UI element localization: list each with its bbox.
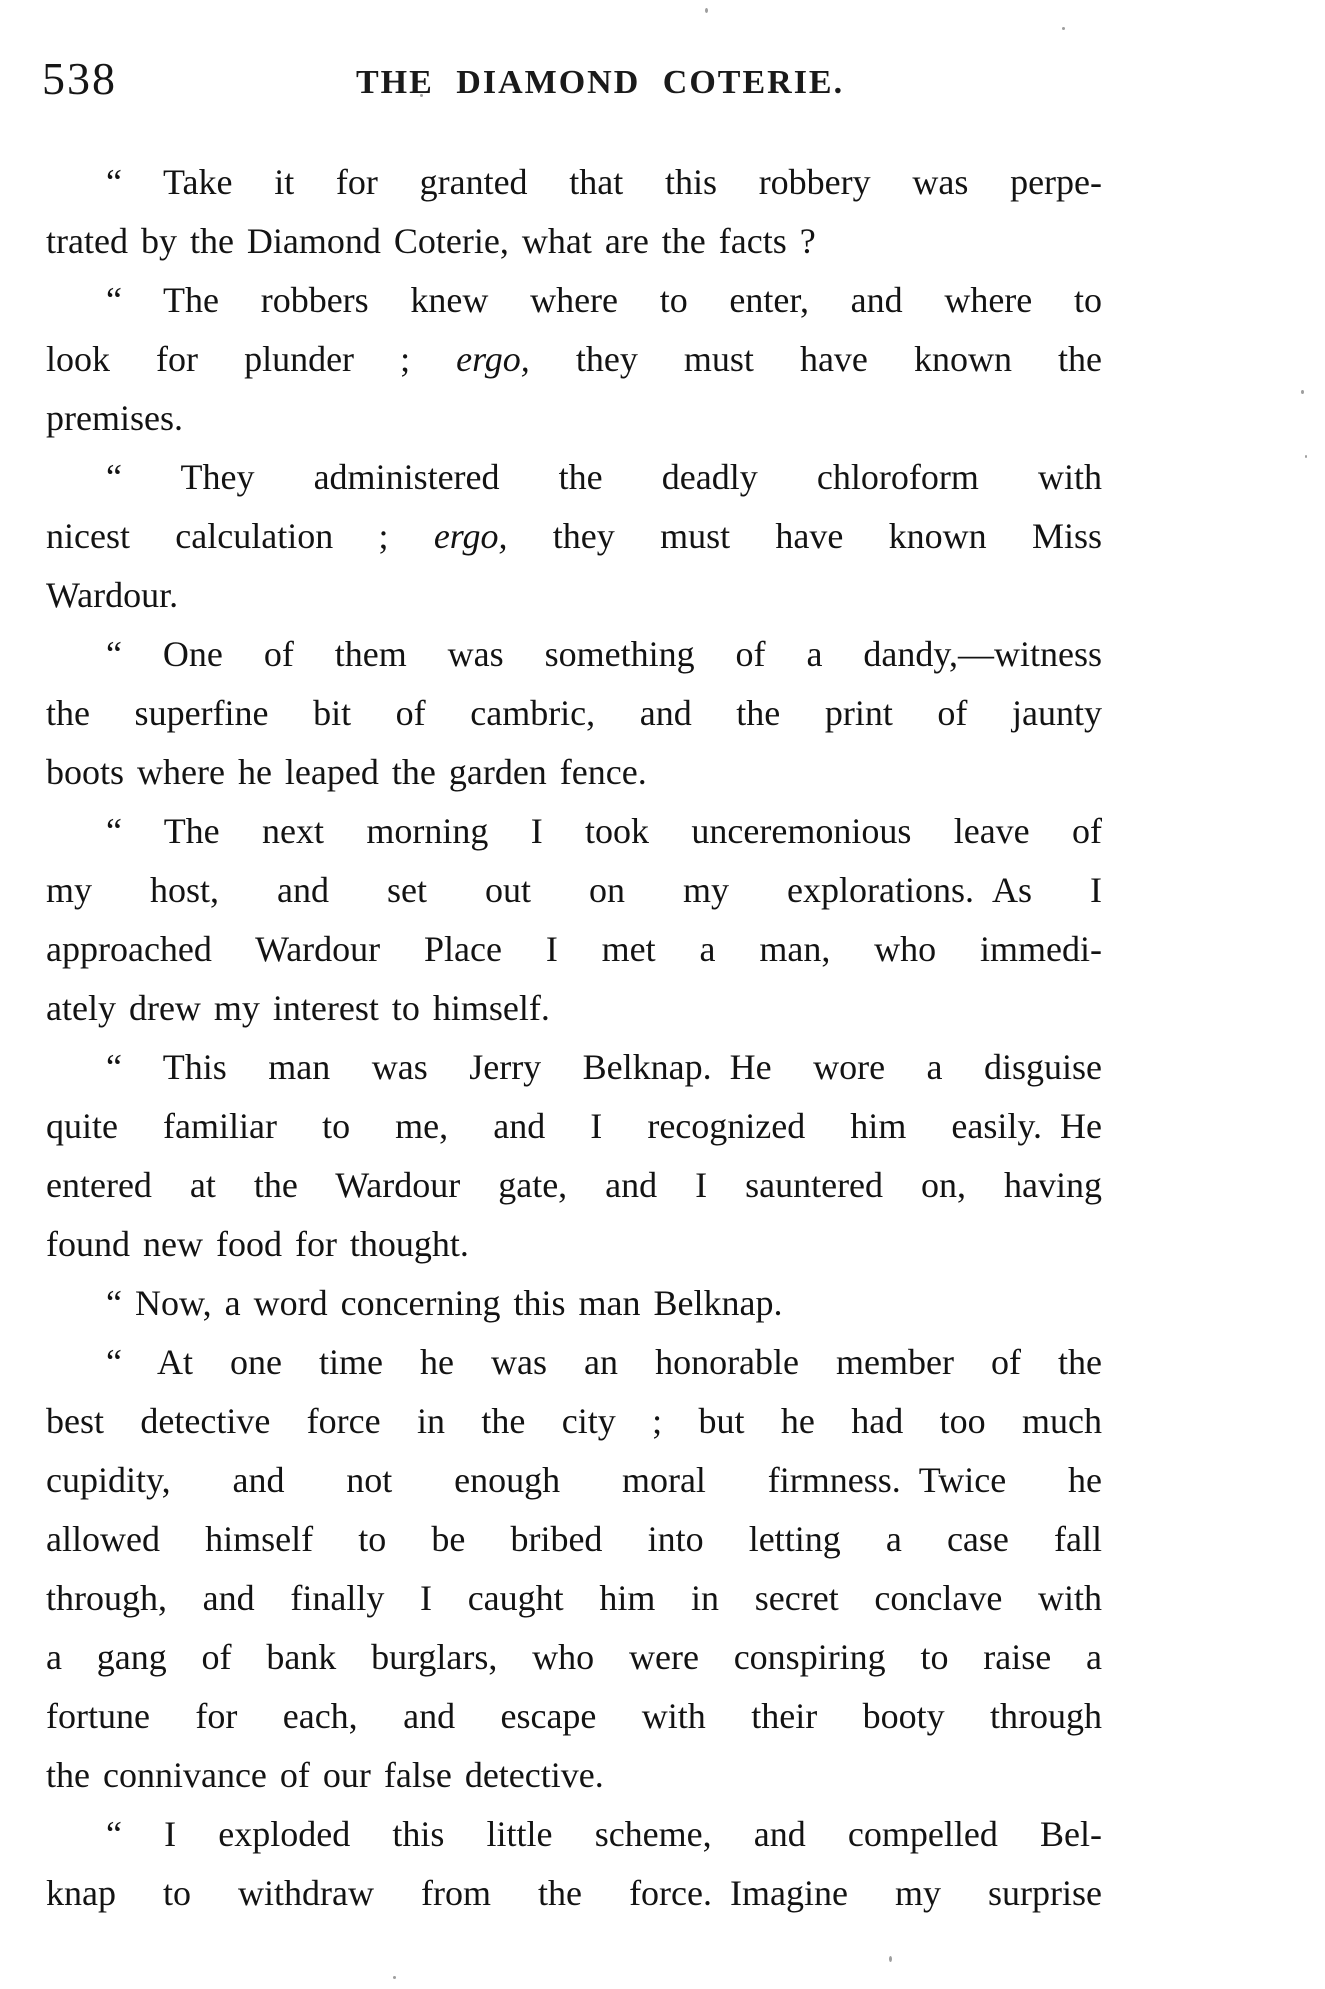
text-line: quite familiar to me, and I recognized him easily. He	[46, 1106, 1102, 1146]
text-line: “ The robbers knew where to enter, and where to	[106, 280, 1102, 320]
scan-speck	[705, 8, 708, 13]
text-line: knap to withdraw from the force. Imagine my surprise	[46, 1873, 1102, 1913]
text-line: ately drew my interest to himself.	[46, 988, 550, 1028]
scan-speck	[1062, 27, 1065, 30]
text-line: “ The next morning I took unceremonious leave of	[106, 811, 1102, 851]
text-line: found new food for thought.	[46, 1224, 469, 1264]
scan-speck	[393, 1976, 396, 1979]
text-line: “ I exploded this little scheme, and compelled Bel-	[106, 1814, 1102, 1854]
text-line: the connivance of our false detective.	[46, 1755, 604, 1795]
text-line: my host, and set out on my explorations. As I	[46, 870, 1102, 910]
scan-speck	[1301, 390, 1304, 394]
text-line: “ At one time he was an honorable member of the	[106, 1342, 1102, 1382]
text-line: a gang of bank burglars, who were conspiring to raise a	[46, 1637, 1102, 1677]
scan-speck	[889, 1956, 892, 1962]
text-line: premises.	[46, 398, 183, 438]
text-line: trated by the Diamond Coterie, what are the facts ?	[46, 221, 816, 261]
running-title: THE DIAMOND COTERIE.	[356, 64, 845, 101]
text-line: “ Take it for granted that this robbery was perpe-	[106, 162, 1102, 202]
text-line: the superfine bit of cambric, and the print of jaunty	[46, 693, 1102, 733]
page-number: 538	[42, 53, 117, 104]
text-line: look for plunder ; ergo, they must have known the	[46, 339, 1102, 379]
scan-speck	[420, 94, 423, 97]
text-line: “ Now, a word concerning this man Belknap.	[106, 1283, 783, 1323]
text-line: fortune for each, and escape with their booty through	[46, 1696, 1102, 1736]
text-line: “ They administered the deadly chloroform with	[106, 457, 1102, 497]
text-line: allowed himself to be bribed into letting a case fall	[46, 1519, 1102, 1559]
text-line: boots where he leaped the garden fence.	[46, 752, 647, 792]
text-line: best detective force in the city ; but he had too much	[46, 1401, 1102, 1441]
text-line: “ This man was Jerry Belknap. He wore a disguise	[106, 1047, 1102, 1087]
text-line: Wardour.	[46, 575, 179, 615]
text-line: through, and finally I caught him in secret conclave with	[46, 1578, 1102, 1618]
text-line: cupidity, and not enough moral firmness. Twice he	[46, 1460, 1102, 1500]
text-line: approached Wardour Place I met a man, who immedi-	[46, 929, 1102, 969]
text-block	[46, 153, 1102, 1923]
text-line: nicest calculation ; ergo, they must have known Miss	[46, 516, 1102, 556]
text-line: entered at the Wardour gate, and I sauntered on, having	[46, 1165, 1102, 1205]
text-line: “ One of them was something of a dandy,—witness	[106, 634, 1102, 674]
scan-speck	[1305, 455, 1307, 458]
